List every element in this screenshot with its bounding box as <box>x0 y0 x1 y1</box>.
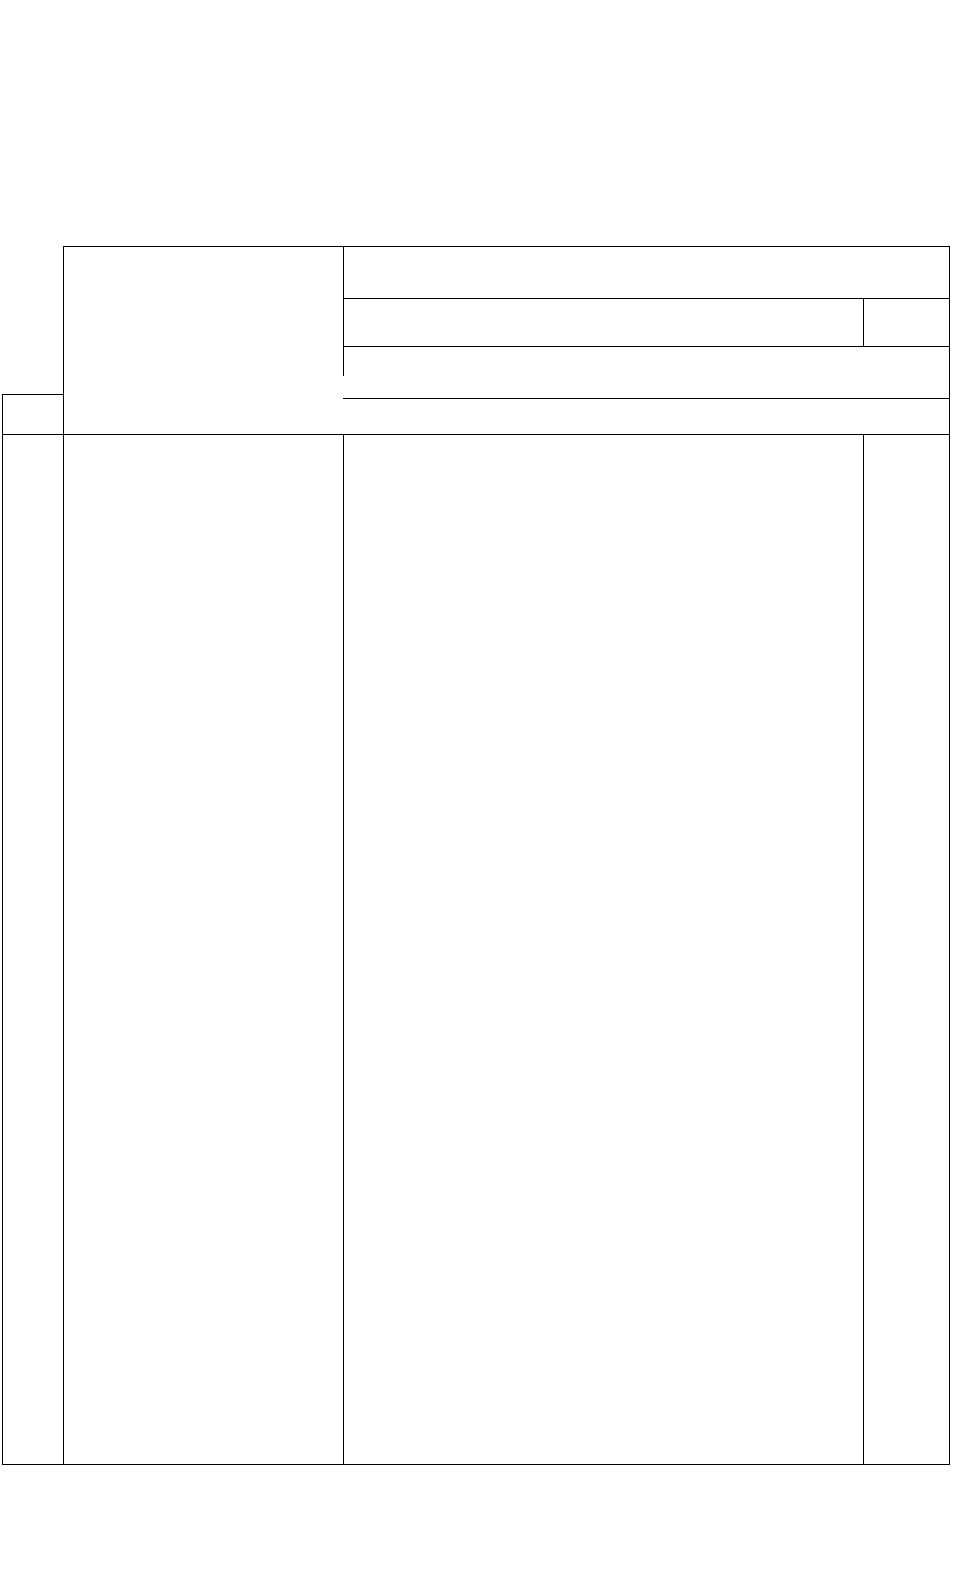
points-label-underline <box>343 398 949 399</box>
table-top-border <box>63 246 949 247</box>
points-table <box>2 246 950 1465</box>
lp-column-divider <box>63 246 64 1465</box>
groups-right-divider <box>863 298 864 346</box>
footnote-line <box>4 0 952 26</box>
lp-header-underline <box>2 394 63 395</box>
group-title-underline <box>343 298 949 299</box>
studies-header-underline <box>2 434 949 435</box>
groups-underline <box>343 346 949 347</box>
side-note <box>849 434 955 1144</box>
table-left-border <box>2 394 3 1465</box>
intro-block <box>4 0 952 29</box>
table-bottom-border <box>2 1464 949 1465</box>
name-column-divider <box>343 434 344 1465</box>
name-column-divider <box>343 246 344 376</box>
